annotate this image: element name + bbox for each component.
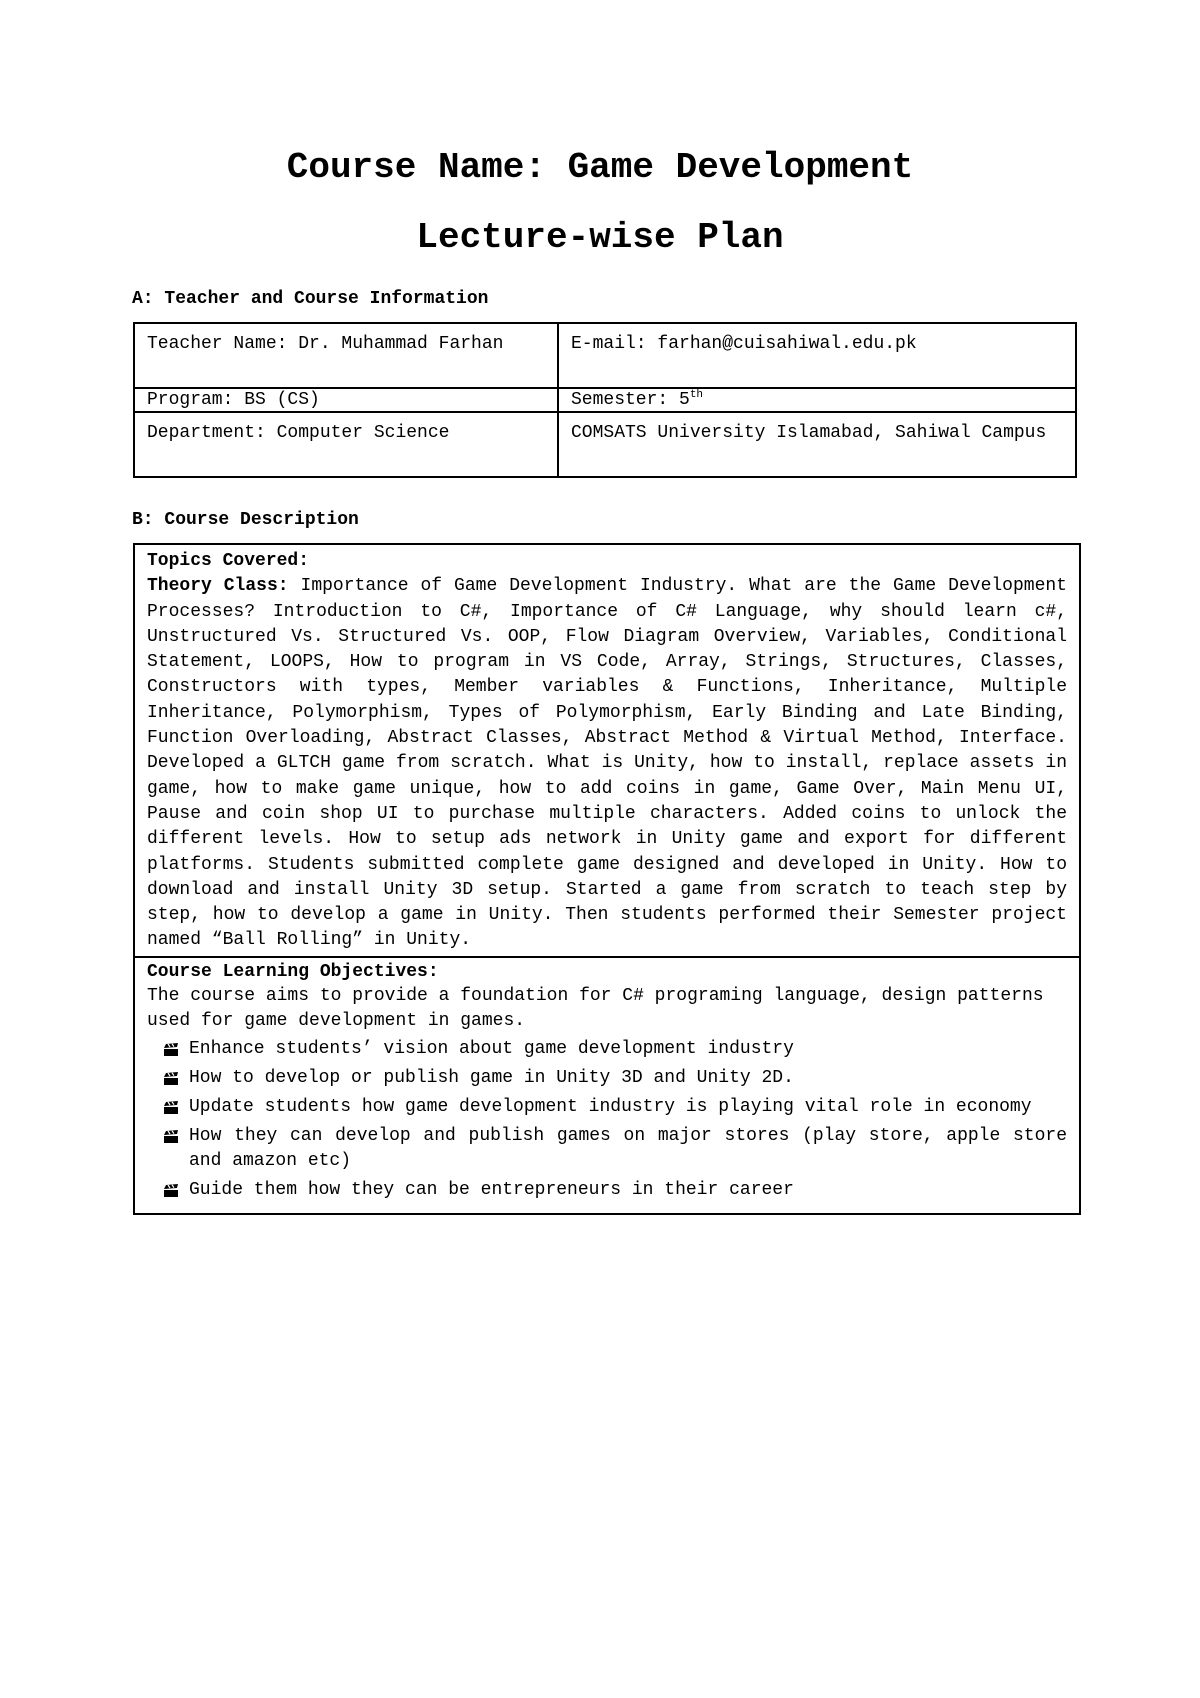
course-title: Course Name: Game Development xyxy=(286,147,914,188)
course-description-box xyxy=(133,543,1081,1215)
theory-label: Theory Class: xyxy=(147,576,289,597)
objectives-label: Course Learning Objectives: xyxy=(147,961,439,982)
teacher-info-table xyxy=(133,322,1077,478)
list-item xyxy=(159,1124,1067,1174)
topics-covered-cell xyxy=(135,545,1079,958)
topics-label: Topics Covered: xyxy=(147,551,310,571)
objectives-list xyxy=(147,1037,1067,1203)
learning-objectives-cell xyxy=(135,958,1079,1214)
semester-label: Semester: 5 xyxy=(571,390,690,410)
list-item xyxy=(159,1178,1067,1203)
program-cell: Program: BS (CS) xyxy=(134,388,558,412)
clapperboard-icon xyxy=(163,1072,179,1086)
objective-text: Update students how game development industry is playing vital role in economy xyxy=(189,1097,1032,1118)
plan-subtitle: Lecture-wise Plan xyxy=(416,217,784,258)
semester-cell xyxy=(558,388,1076,412)
objective-text: How they can develop and publish games on major stores (play store, apple store and amazon etc) xyxy=(189,1126,1067,1172)
email-cell: E-mail: farhan@cuisahiwal.edu.pk xyxy=(558,323,1076,388)
clapperboard-icon xyxy=(163,1043,179,1057)
clapperboard-icon xyxy=(163,1101,179,1115)
list-item xyxy=(159,1095,1067,1120)
teacher-name-cell: Teacher Name: Dr. Muhammad Farhan xyxy=(134,323,558,388)
section-a-heading: A: Teacher and Course Information xyxy=(132,289,489,309)
clapperboard-icon xyxy=(163,1184,179,1198)
department-cell: Department: Computer Science xyxy=(134,412,558,477)
objectives-intro: The course aims to provide a foundation for C# programing language, design patterns used for game development in games. xyxy=(147,986,1044,1031)
objective-text: Guide them how they can be entrepreneurs in their career xyxy=(189,1180,794,1201)
table-row xyxy=(134,323,1076,388)
semester-superscript: th xyxy=(689,389,704,401)
section-b-heading: B: Course Description xyxy=(132,510,359,530)
university-cell: COMSATS University Islamabad, Sahiwal Campus xyxy=(558,412,1076,477)
table-row xyxy=(134,412,1076,477)
objective-text: How to develop or publish game in Unity 3D and Unity 2D. xyxy=(189,1068,794,1089)
objective-text: Enhance students’ vision about game development industry xyxy=(189,1039,794,1060)
theory-text: Importance of Game Development Industry. What are the Game Development Processes? Introduction to C#, Importance of C# Language, why should learn c#, Unstructured Vs. Structured Vs. OOP, Flow Diagram Overview, Variables, Conditional Statement, LOOPS, How to program in VS Code, Array, Strings, Structures, Classes, Constructors with types, Member variables & Functions, Inheritance, Multiple Inheritance, Polymorphism, Types of Polymorphism, Early Binding and Late Binding, Function Overloading, Abstract Classes, Abstract Method & Virtual Method, Interface. Developed a GLTCH game from scratch. What is Unity, how to install, replace assets in game, how to make game unique, how to add coins in game, Game Over, Main Menu UI, Pause and coin shop UI to purchase multiple characters. Added coins to unlock the different levels. How to setup ads network in Unity game and export for different platforms. Students submitted complete game designed and developed in Unity. How to download and install Unity 3D setup. Started a game from scratch to teach step by step, how to develop a game in Unity. Then students performed their Semester project named “Ball Rolling” in Unity. xyxy=(147,576,1067,951)
theory-paragraph xyxy=(147,574,1067,953)
table-row xyxy=(134,388,1076,412)
clapperboard-icon xyxy=(163,1130,179,1144)
list-item xyxy=(159,1066,1067,1091)
list-item xyxy=(159,1037,1067,1062)
